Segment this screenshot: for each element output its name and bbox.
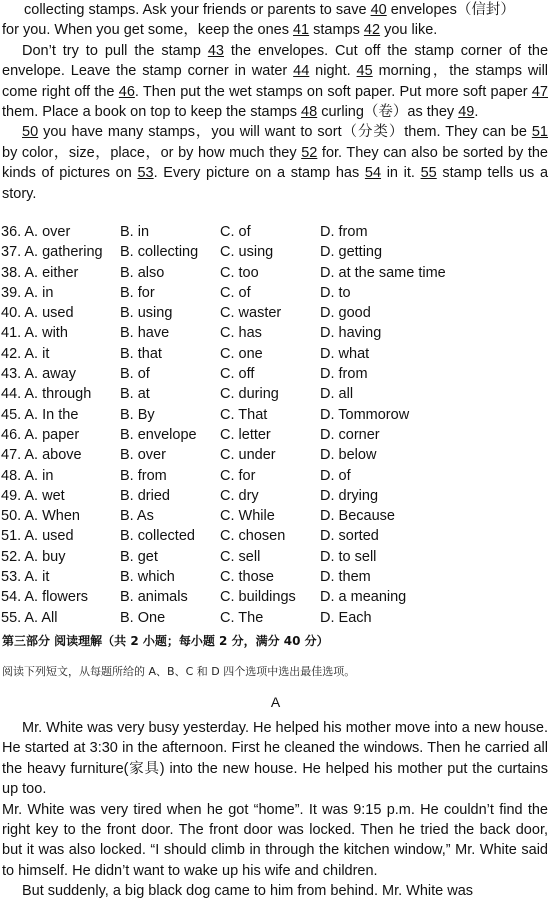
option-row bbox=[0, 364, 551, 384]
option-c: C. letter bbox=[220, 426, 271, 443]
option-b: B. for bbox=[120, 284, 155, 301]
option-c: C. waster bbox=[220, 305, 282, 322]
option-row bbox=[0, 466, 551, 486]
option-b: B. which bbox=[120, 569, 175, 586]
option-a: 42. A. it bbox=[1, 345, 50, 362]
option-row bbox=[0, 283, 551, 303]
option-a: 44. A. through bbox=[1, 386, 92, 403]
option-row bbox=[0, 506, 551, 526]
option-b: B. collected bbox=[120, 528, 195, 545]
cloze-text: for. They can also be sorted by the kinds of pictures on bbox=[2, 144, 548, 182]
option-a: 45. A. In the bbox=[1, 406, 79, 423]
cloze-text: you have many stamps，you will want to sort（分类）them. They can be bbox=[38, 124, 532, 141]
option-row bbox=[0, 222, 551, 242]
option-c: C. one bbox=[220, 345, 263, 362]
cloze-text: you like. bbox=[380, 22, 438, 39]
option-c: C. using bbox=[220, 244, 274, 261]
option-b: B. collecting bbox=[120, 244, 199, 261]
option-b: B. that bbox=[120, 345, 162, 362]
option-a: 52. A. buy bbox=[1, 548, 66, 565]
cloze-text: . Then put the wet stamps on soft paper. Put more soft paper bbox=[134, 83, 532, 100]
blank-49: 49 bbox=[458, 104, 475, 121]
option-b: B. over bbox=[120, 447, 166, 464]
cloze-paragraph-1b bbox=[0, 20, 551, 40]
option-a: 49. A. wet bbox=[1, 487, 65, 504]
passage-text: Mr. White was very busy yesterday. He helped his mother move into a new house. He started at 3:30 in the afternoon. First he cleaned the windows. Then he carried all the heavy furniture(家具) into the new house. He helped his mother put the curtains up too. bbox=[2, 720, 549, 798]
option-b: B. envelope bbox=[120, 426, 197, 443]
option-d: D. Because bbox=[320, 508, 395, 525]
option-d: D. getting bbox=[320, 244, 383, 261]
option-b: B. One bbox=[120, 609, 166, 626]
option-a: 47. A. above bbox=[1, 447, 82, 464]
section-instructions: 阅读下列短文，从每题所给的 A、B、C 和 D 四个选项中选出最佳选项。 bbox=[2, 665, 356, 678]
blank-50: 50 bbox=[22, 124, 39, 141]
option-b: B. using bbox=[120, 305, 173, 322]
option-d: D. all bbox=[320, 386, 354, 403]
cloze-text: the envelopes. Cut off the stamp corner of the envelope. Leave the stamp corner in water bbox=[2, 42, 549, 80]
cloze-text: them. Place a book on top to keep the stamps bbox=[2, 104, 302, 121]
blank-42: 42 bbox=[363, 22, 381, 39]
option-b: B. also bbox=[120, 264, 165, 281]
cloze-paragraph-3 bbox=[0, 122, 551, 204]
option-d: D. good bbox=[320, 305, 371, 322]
option-d: D. a meaning bbox=[320, 589, 407, 606]
cloze-text: . Every picture on a stamp has bbox=[153, 165, 365, 182]
option-a: 40. A. used bbox=[1, 305, 74, 322]
blank-41: 41 bbox=[292, 22, 310, 39]
option-b: B. in bbox=[120, 224, 150, 240]
option-d: D. to sell bbox=[320, 548, 377, 565]
blank-55: 55 bbox=[420, 165, 437, 182]
option-row bbox=[0, 567, 551, 587]
option-row bbox=[0, 263, 551, 283]
cloze-text: for you. When you get some，keep the ones bbox=[2, 22, 293, 39]
option-d: D. from bbox=[320, 224, 368, 240]
option-b: B. As bbox=[120, 508, 154, 525]
cloze-text: night. bbox=[309, 63, 357, 80]
option-d: D. to bbox=[320, 284, 351, 301]
option-b: B. get bbox=[120, 548, 158, 565]
blank-43: 43 bbox=[207, 42, 224, 59]
passage-paragraph bbox=[0, 881, 551, 901]
option-a: 53. A. it bbox=[1, 569, 50, 586]
option-a: 48. A. in bbox=[1, 467, 54, 484]
cloze-text: by color，size，place，or by how much they bbox=[2, 144, 302, 161]
option-a: 38. A. either bbox=[1, 264, 79, 281]
cloze-text: . bbox=[474, 104, 479, 121]
option-row bbox=[0, 405, 551, 425]
option-a: 39. A. in bbox=[1, 284, 54, 301]
passage-title: A bbox=[270, 694, 281, 710]
cloze-passage bbox=[0, 0, 551, 204]
blank-44: 44 bbox=[293, 63, 310, 80]
option-b: B. By bbox=[120, 406, 155, 423]
option-a: 55. A. All bbox=[1, 609, 58, 626]
option-row bbox=[0, 323, 551, 343]
option-a: 36. A. over bbox=[1, 224, 71, 240]
option-d: D. from bbox=[320, 366, 368, 383]
option-row bbox=[0, 587, 551, 607]
option-b: B. dried bbox=[120, 487, 170, 504]
option-c: C. That bbox=[220, 406, 268, 423]
option-row bbox=[0, 547, 551, 567]
option-row bbox=[0, 425, 551, 445]
answer-options-list bbox=[0, 222, 551, 628]
passage-paragraph bbox=[0, 800, 551, 882]
option-c: C. The bbox=[220, 609, 264, 626]
option-b: B. animals bbox=[120, 589, 188, 606]
option-c: C. under bbox=[220, 447, 276, 464]
option-row bbox=[0, 242, 551, 262]
blank-40: 40 bbox=[370, 2, 387, 18]
option-row bbox=[0, 344, 551, 364]
option-c: C. for bbox=[220, 467, 256, 484]
cloze-paragraph-2 bbox=[0, 41, 551, 123]
option-d: D. Tommorow bbox=[320, 406, 410, 423]
option-b: B. at bbox=[120, 386, 150, 403]
passage-text: But suddenly, a big black dog came to him from behind. Mr. White was bbox=[22, 883, 474, 900]
blank-45: 45 bbox=[356, 63, 373, 80]
blank-46: 46 bbox=[118, 83, 135, 100]
cloze-paragraph-1 bbox=[0, 0, 551, 20]
option-d: D. having bbox=[320, 325, 382, 342]
cloze-text: stamp tells us a story. bbox=[2, 165, 549, 202]
option-d: D. Each bbox=[320, 609, 372, 626]
passage-paragraph bbox=[0, 718, 551, 800]
option-c: C. sell bbox=[220, 548, 261, 565]
reading-passage-a bbox=[0, 718, 551, 902]
option-a: 37. A. gathering bbox=[1, 244, 103, 261]
cloze-text: stamps bbox=[309, 22, 364, 39]
blank-47: 47 bbox=[531, 83, 548, 100]
blank-53: 53 bbox=[137, 165, 154, 182]
option-d: D. drying bbox=[320, 487, 379, 504]
blank-48: 48 bbox=[301, 104, 318, 121]
option-a: 51. A. used bbox=[1, 528, 74, 545]
option-c: C. chosen bbox=[220, 528, 286, 545]
option-row bbox=[0, 445, 551, 465]
blank-52: 52 bbox=[301, 144, 318, 161]
option-row bbox=[0, 526, 551, 546]
option-c: C. has bbox=[220, 325, 262, 342]
option-row bbox=[0, 486, 551, 506]
option-a: 46. A. paper bbox=[1, 426, 80, 443]
option-b: B. from bbox=[120, 467, 167, 484]
cloze-text: curling（卷）as they bbox=[317, 104, 459, 121]
option-d: D. sorted bbox=[320, 528, 379, 545]
option-c: C. of bbox=[220, 284, 251, 301]
option-c: C. While bbox=[220, 508, 275, 525]
option-d: D. corner bbox=[320, 426, 380, 443]
cloze-text: morning，the stamps will come right off the bbox=[2, 63, 549, 100]
cloze-text: in it. bbox=[381, 165, 421, 182]
option-a: 43. A. away bbox=[1, 366, 76, 383]
option-d: D. what bbox=[320, 345, 370, 362]
option-c: C. those bbox=[220, 569, 274, 586]
option-d: D. at the same time bbox=[320, 264, 446, 281]
blank-54: 54 bbox=[364, 165, 382, 182]
option-c: C. buildings bbox=[220, 589, 296, 606]
option-c: C. during bbox=[220, 386, 279, 403]
option-c: C. of bbox=[220, 224, 251, 240]
option-c: C. too bbox=[220, 264, 259, 281]
option-d: D. of bbox=[320, 467, 351, 484]
cloze-text: Don’t try to pull the stamp bbox=[22, 42, 208, 59]
blank-51: 51 bbox=[531, 124, 548, 141]
cloze-text: envelopes（信封） bbox=[386, 2, 515, 18]
option-a: 50. A. When bbox=[1, 508, 80, 525]
passage-text: Mr. White was very tired when he got “home”. It was 9:15 p.m. He couldn’t find the right key to the front door. The front door was locked. Then he tried the back door, but it was also locked. “I should climb in through the kitchen window,” Mr. White said to himself. He didn’t want to wake up his wife and children. bbox=[2, 801, 548, 879]
option-b: B. of bbox=[120, 366, 150, 383]
option-a: 54. A. flowers bbox=[1, 589, 89, 606]
option-d: D. below bbox=[320, 447, 377, 464]
cloze-text: collecting stamps. Ask your friends or parents to save bbox=[24, 2, 371, 18]
option-d: D. them bbox=[320, 569, 371, 586]
option-row bbox=[0, 608, 551, 628]
option-b: B. have bbox=[120, 325, 170, 342]
option-row bbox=[0, 303, 551, 323]
section-heading: 第三部分 阅读理解（共 2 小题；每小题 2 分，满分 40 分） bbox=[2, 634, 329, 648]
option-c: C. dry bbox=[220, 487, 259, 504]
option-c: C. off bbox=[220, 366, 255, 383]
option-row bbox=[0, 384, 551, 404]
option-a: 41. A. with bbox=[1, 325, 68, 342]
